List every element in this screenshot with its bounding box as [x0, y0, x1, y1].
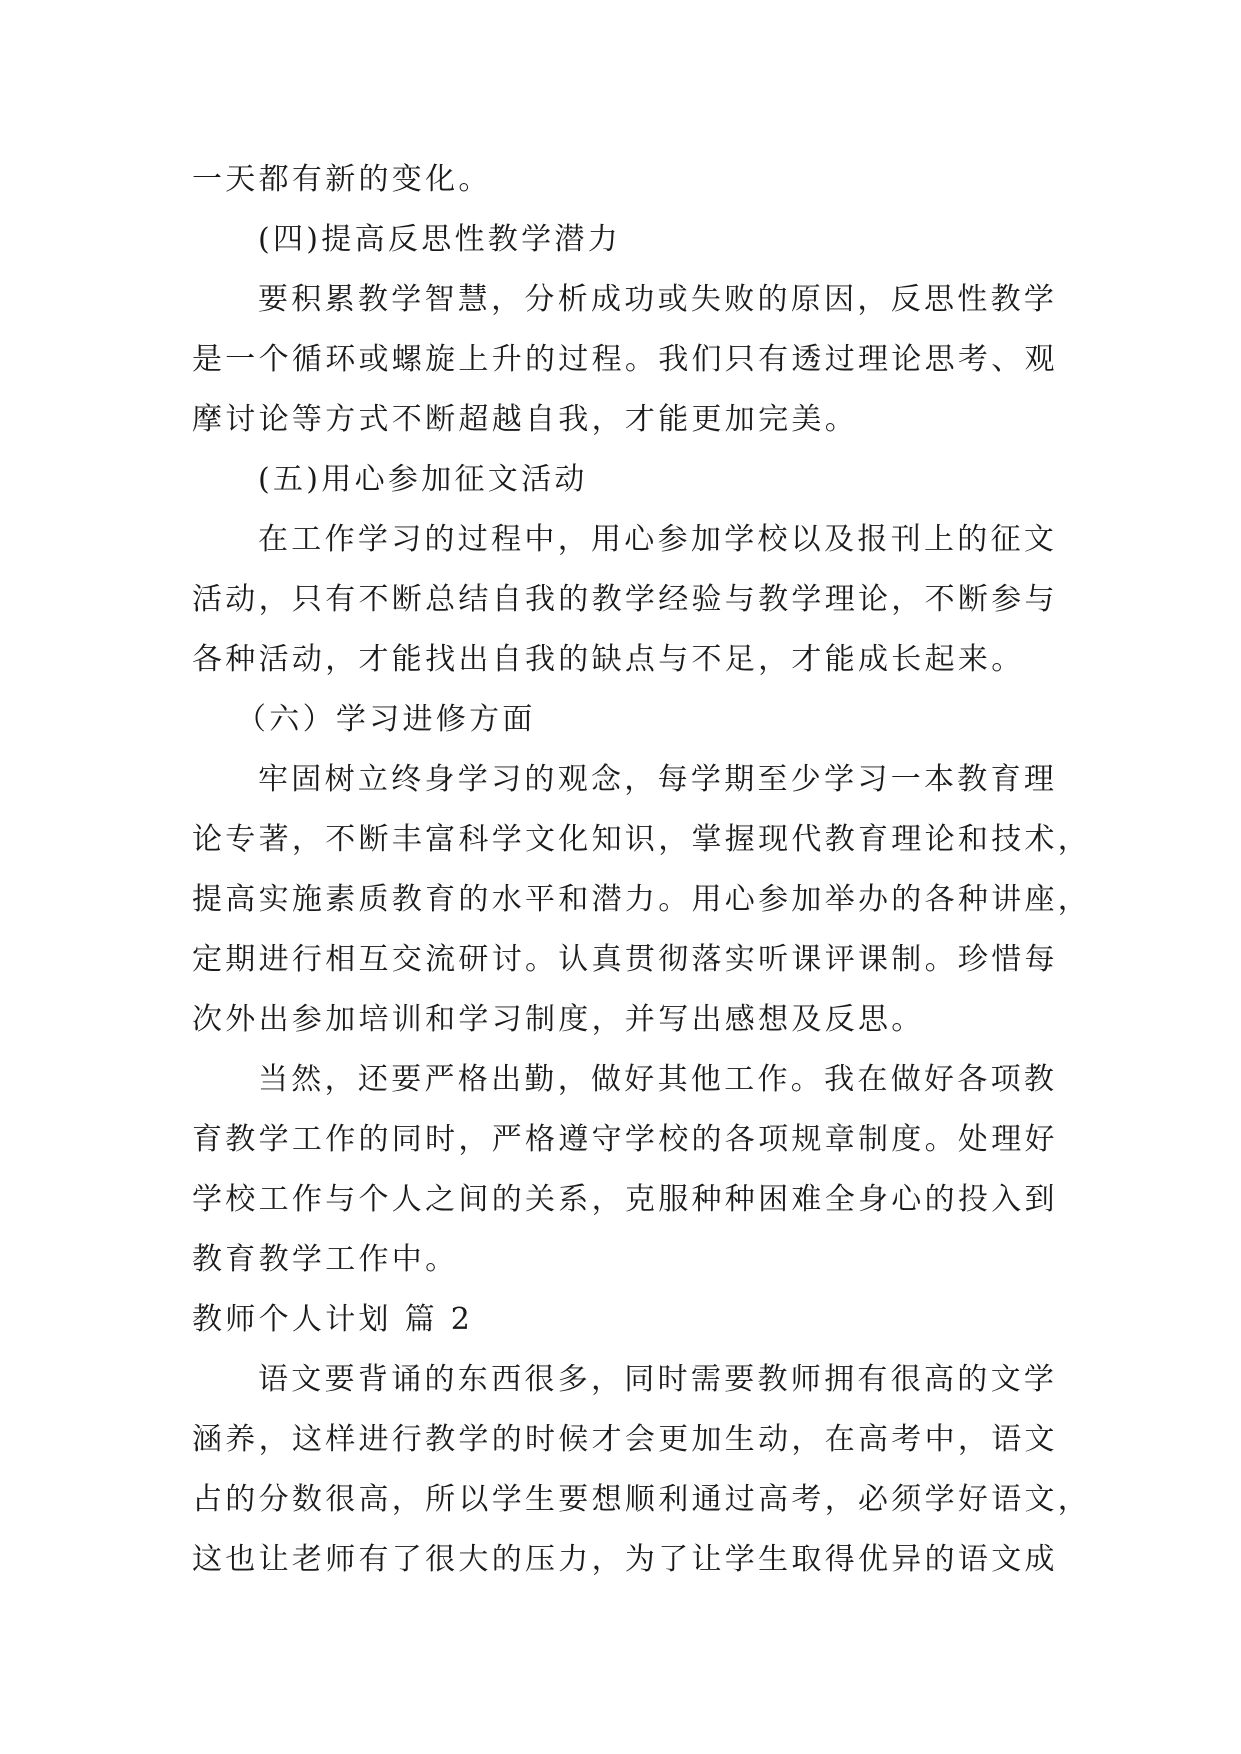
paragraph-line: 学校工作与个人之间的关系，克服种种困难全身心的投入到 [192, 1182, 1058, 1217]
paragraph-line: 牢固树立终身学习的观念，每学期至少学习一本教育理 [258, 762, 1058, 797]
paragraph-line: 是一个循环或螺旋上升的过程。我们只有透过理论思考、观 [192, 342, 1058, 377]
paragraph-line: 一天都有新的变化。 [192, 162, 492, 197]
paragraph-line: 涵养，这样进行教学的时候才会更加生动，在高考中，语文 [192, 1422, 1058, 1457]
paragraph-line: 活动，只有不断总结自我的教学经验与教学理论，不断参与 [192, 582, 1058, 617]
section-heading: (五)用心参加征文活动 [258, 462, 588, 497]
paragraph-line: 各种活动，才能找出自我的缺点与不足，才能成长起来。 [192, 642, 1025, 677]
paragraph-line: 这也让老师有了很大的压力，为了让学生取得优异的语文成 [192, 1542, 1058, 1577]
paragraph-line: 占的分数很高，所以学生要想顺利通过高考，必须学好语文， [192, 1482, 1092, 1517]
paragraph-line: 定期进行相互交流研讨。认真贯彻落实听课评课制。珍惜每 [192, 942, 1058, 977]
paragraph-line: 语文要背诵的东西很多，同时需要教师拥有很高的文学 [258, 1362, 1058, 1397]
paragraph-line: 摩讨论等方式不断超越自我，才能更加完美。 [192, 402, 858, 437]
plan-title: 教师个人计划 篇 2 [192, 1302, 474, 1337]
document-page [192, 150, 1092, 1590]
paragraph-line: 育教学工作的同时，严格遵守学校的各项规章制度。处理好 [192, 1122, 1058, 1157]
section-heading: (四)提高反思性教学潜力 [258, 222, 622, 257]
paragraph-line: 次外出参加培训和学习制度，并写出感想及反思。 [192, 1002, 925, 1037]
paragraph-line: 要积累教学智慧，分析成功或失败的原因，反思性教学 [258, 282, 1058, 317]
section-heading: （六）学习进修方面 [236, 702, 536, 737]
paragraph-line: 当然，还要严格出勤，做好其他工作。我在做好各项教 [258, 1062, 1058, 1097]
paragraph-line: 在工作学习的过程中，用心参加学校以及报刊上的征文 [258, 522, 1058, 557]
paragraph-line: 教育教学工作中。 [192, 1242, 459, 1277]
paragraph-line: 提高实施素质教育的水平和潜力。用心参加举办的各种讲座， [192, 882, 1092, 917]
paragraph-line: 论专著，不断丰富科学文化知识，掌握现代教育理论和技术， [192, 822, 1092, 857]
